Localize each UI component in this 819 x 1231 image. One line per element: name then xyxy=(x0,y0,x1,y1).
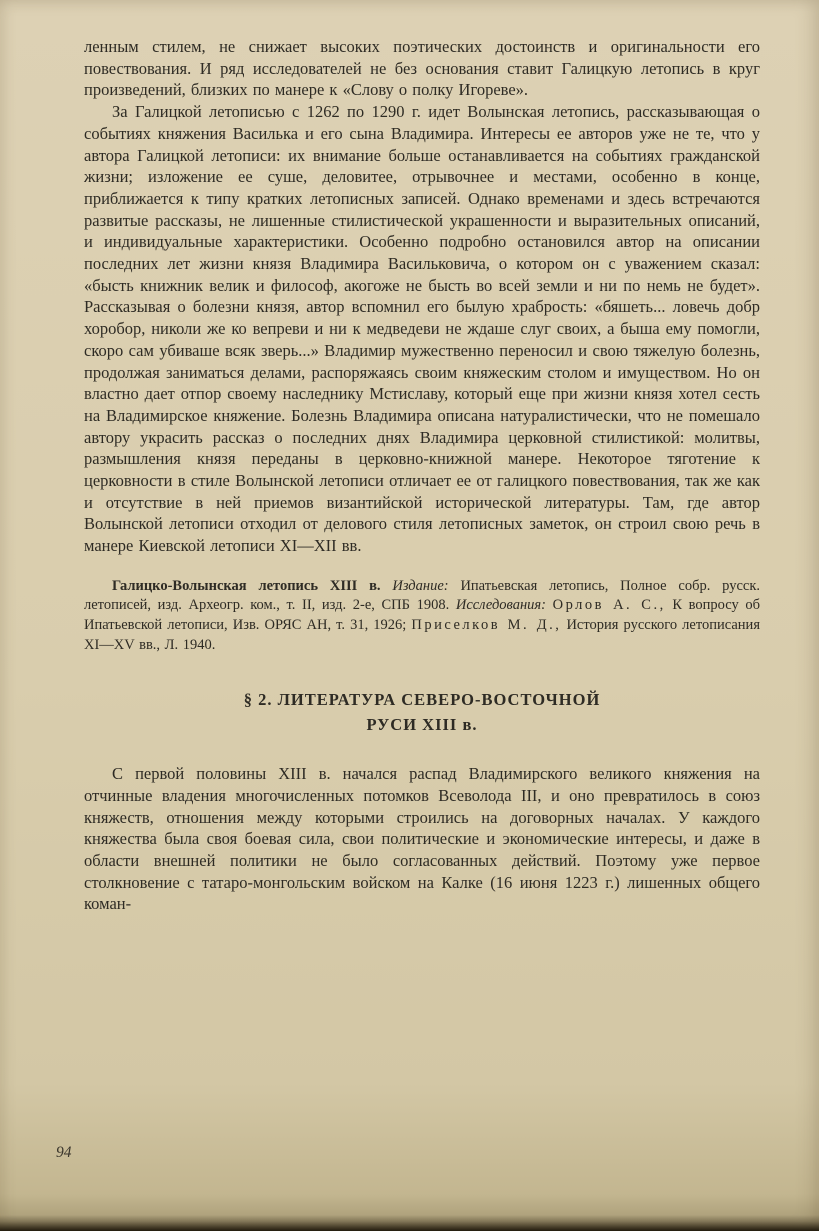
section-heading xyxy=(84,687,760,737)
text-block xyxy=(84,36,760,915)
bibliography-research-text-2: История русского летописания XI—XV вв., Л. 1940. xyxy=(84,617,760,653)
scan-bottom-shadow xyxy=(0,1215,819,1231)
bibliography-author-priselkov: Приселков М. Д., xyxy=(411,617,562,634)
section-heading-line-1: § 2. ЛИТЕРАТУРА СЕВЕРО-ВОСТОЧНОЙ xyxy=(243,690,601,710)
bibliography-edition-label: Издание: xyxy=(392,577,461,594)
bibliography-title: Галицко-Волынская летопись XIII в. xyxy=(112,577,393,594)
bibliography-note xyxy=(84,577,760,655)
bibliography-author-orlov: Орлов А. С., xyxy=(552,597,666,614)
bibliography-research-text-1: К вопросу об Ипатьевской летописи, Изв. ОРЯС АН, т. 31, 1926; xyxy=(84,597,760,634)
bibliography-edition-text: Ипатьевская летопись, Полное собр. русск. летописей, изд. Археогр. ком., т. II, изд. 2-е, СПБ 1908. xyxy=(84,577,760,614)
paragraph-volyn-chronicle: За Галицкой летописью с 1262 по 1290 г. идет Волынская летопись, рассказывающая о событиях княжения Василька и его сына Владимира. Интересы ее авторов уже не те, что у автора Галицкой летописи: их внимание больше останавливается на событиях гражданской жизни; изложение ее суше, деловитее, отрывочнее и местами, особенно в конце, приближается к типу кратких летописных записей. Однако временами и здесь встречаются развитые рассказы, не лишенные стилистической украшенности и выразительных описаний, и индивидуальные характеристики. Особенно подробно остановился автор на описании последних лет жизни князя Владимира Васильковича, о котором он с уважением сказал: «бысть книжник велик и философ, акогоже не бысть во всей земли и ни по немь не будет». Рассказывая о болезни князя, автор вспомнил его былую храбрость: «бяшеть... ловечь добр хоробор, николи же ко вепреви и ни к медведеви не ждаше слуг своих, а быша ему помогли, скоро сам убиваше всяк зверь...» Владимир мужественно переносил и свою тяжелую болезнь, продолжая заниматься делами, распоряжаясь своим княжеским столом и имуществом. Но он властно дает отпор своему наследнику Мстиславу, который еще при жизни князя хотел сесть на Владимирское княжение. Болезнь Владимира описана натуралистически, что не помешало автору украсить рассказ о последних днях Владимира церковной стилистикой: молитвы, размышления князя переданы в церковно-книжной манере. Некоторое тяготение к церковности в стиле Волынской летописи отличает ее от галицкого повествования, так же как и отсутствие в ней приемов византийской исторической литературы. Там, где автор Волынской летописи отходил от делового стиля летописных заметок, он строил свою речь в манере Киевской летописи XI—XII вв. xyxy=(84,102,760,556)
section-heading-line-2: РУСИ XIII в. xyxy=(366,715,478,735)
paragraph-northeast-rus: С первой половины XIII в. начался распад Владимирского великого княжения на отчинные владения многочисленных потомков Всеволода III, и оно превратилось в союз княжеств, отношения между которыми строились на договорных началах. У каждого княжества была своя боевая сила, свои политические и экономические интересы, и даже в области внешней политики не было согласованных действий. Поэтому уже первое столкновение с татаро-монгольским войском на Калке (16 июня 1223 г.) лишенных общего коман- xyxy=(84,764,760,914)
paragraph-continuation: ленным стилем, не снижает высоких поэтических достоинств и оригинальности его повествования. И ряд исследователей не без основания ставит Галицкую летопись в круг произведений, близких по манере к «Слову о полку Игореве». xyxy=(84,37,760,100)
page-number: 94 xyxy=(56,1144,72,1161)
bibliography-research-label: Исследования: xyxy=(455,597,553,614)
